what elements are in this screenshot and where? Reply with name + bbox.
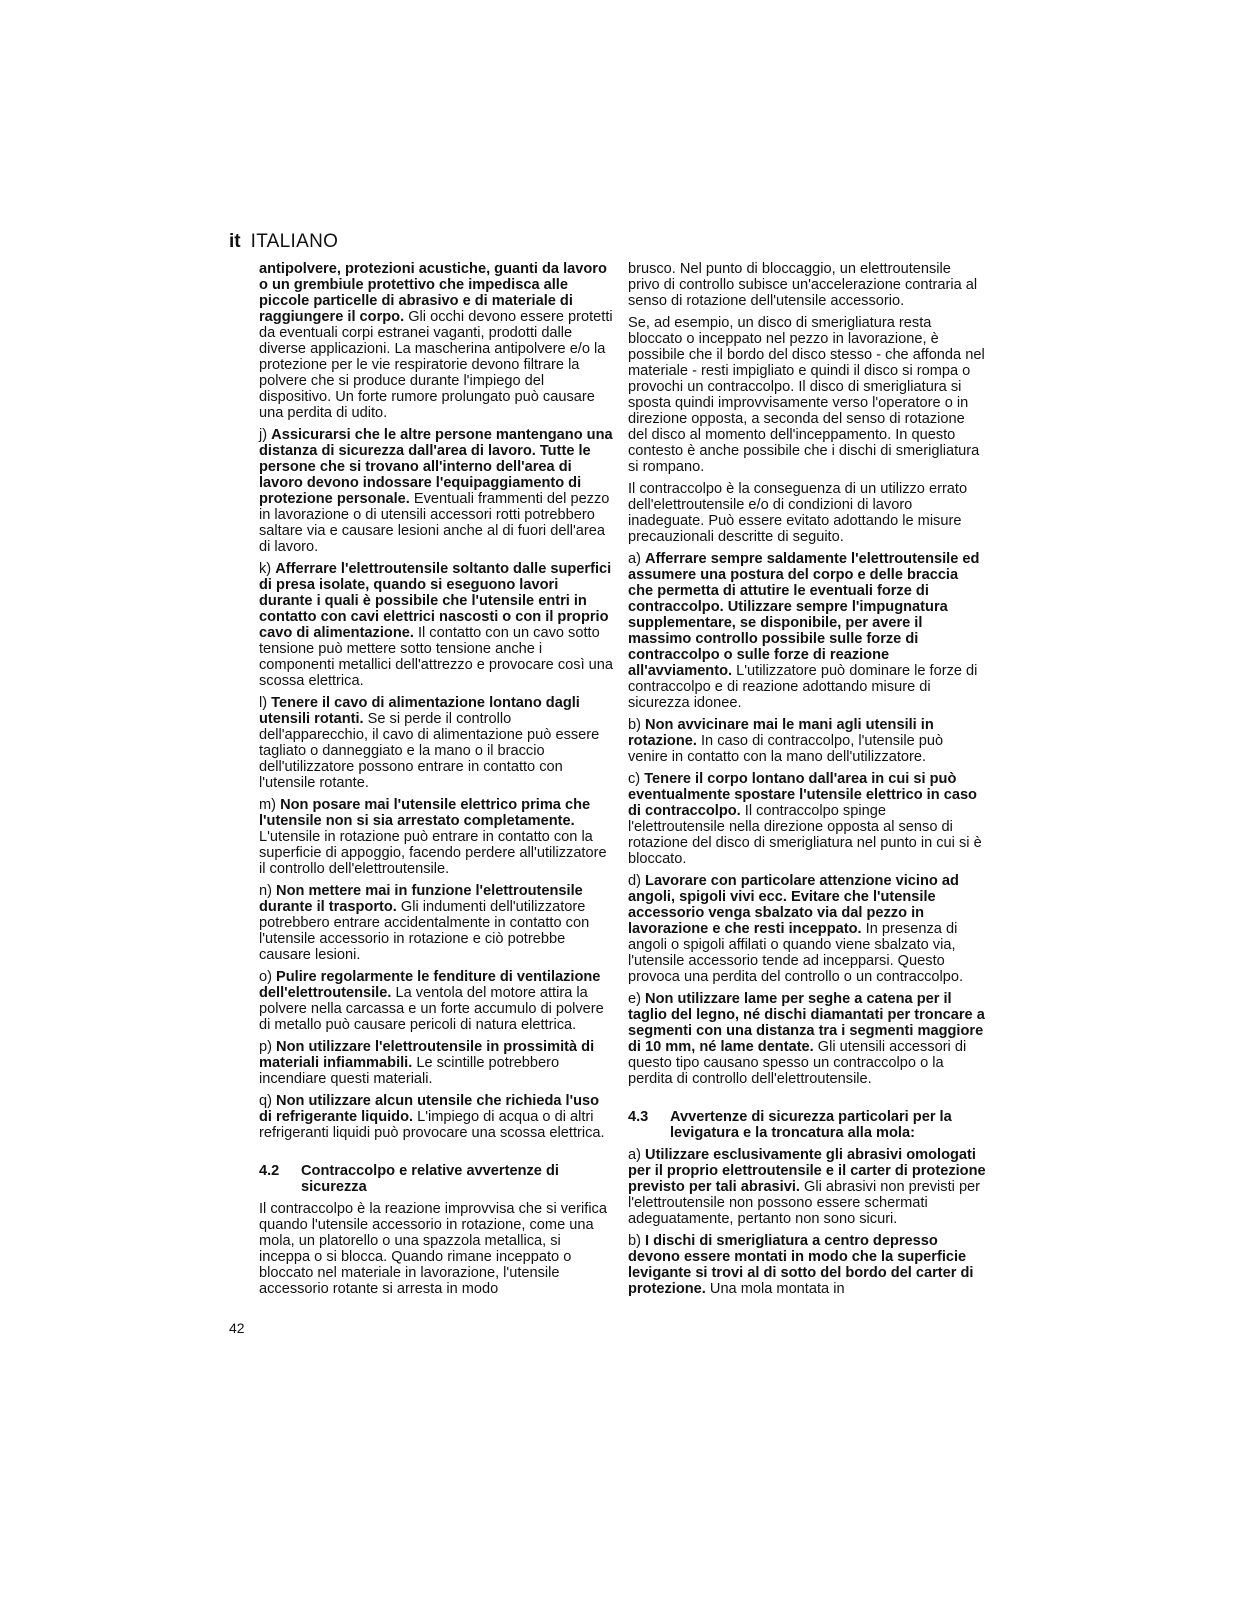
section-title: Avvertenze di sicurezza particolari per la levigatura e la troncatura alla mola:	[670, 1109, 952, 1141]
explanation-text: Le scintille potrebbero incendiare questi materiali.	[259, 1055, 560, 1087]
section-number: 4.3	[628, 1109, 649, 1125]
right-column	[628, 261, 986, 1303]
paragraph	[259, 1093, 615, 1141]
item-prefix: q)	[259, 1093, 277, 1109]
bold-instruction: Tenere il corpo lontano dall'area in cui si può eventualmente spostare l'utensile elettrico in caso di contraccolpo.	[628, 771, 977, 819]
paragraph	[259, 797, 615, 877]
section-title: Contraccolpo e relative avvertenze di sicurezza	[301, 1163, 559, 1195]
explanation-text: Il contraccolpo spinge l'elettroutensile nella direzione opposta al senso di rotazione del disco di smerigliatura nel punto in cui si è bloccato.	[628, 803, 982, 867]
paragraph	[259, 1039, 615, 1087]
explanation-text: brusco. Nel punto di bloccaggio, un elettroutensile privo di controllo subisce un'accelerazione contraria al senso di rotazione dell'utensile accessorio.	[628, 261, 978, 309]
paragraph	[628, 873, 986, 985]
explanation-text: In presenza di angoli o spigoli affilati o quando viene sbalzato via, l'utensile accessorio tende ad incepparsi. Questo provoca una perdita del controllo o un contraccolpo.	[628, 921, 964, 985]
bold-instruction: Non utilizzare alcun utensile che richieda l'uso di refrigerante liquido.	[259, 1093, 600, 1125]
paragraph	[628, 551, 986, 711]
paragraph	[628, 717, 986, 765]
explanation-text: Gli indumenti dell'utilizzatore potrebbero entrare accidentalmente in contatto con l'utensile accessorio in rotazione e ciò potrebbe causare lesioni.	[259, 899, 590, 963]
bold-instruction: Non mettere mai in funzione l'elettroutensile durante il trasporto.	[259, 883, 583, 915]
explanation-text: Il contraccolpo è la reazione improvvisa che si verifica quando l'utensile accessorio in rotazione, come una mola, un platorello o una spazzola metallica, si inceppa o si blocca. Quando rimane inceppato o bloccato nel materiale in lavorazione, l'utensile accessorio rotante si arresta in modo	[259, 1201, 607, 1297]
paragraph	[259, 561, 615, 689]
section-number: 4.2	[259, 1163, 280, 1179]
page-header	[229, 231, 338, 257]
language-code: it	[229, 231, 241, 252]
paragraph	[628, 1233, 986, 1297]
paragraph	[259, 695, 615, 791]
paragraph	[628, 481, 986, 545]
paragraph	[628, 1147, 986, 1227]
item-prefix: l)	[259, 695, 272, 711]
item-prefix: b)	[628, 717, 646, 733]
item-prefix: j)	[259, 427, 272, 443]
paragraph	[628, 991, 986, 1087]
paragraph	[628, 261, 986, 309]
explanation-text: Eventuali frammenti del pezzo in lavorazione o di utensili accessori rotti potrebbero saltare via e causare lesioni anche al di fuori dell'area di lavoro.	[259, 491, 610, 555]
bold-instruction: Pulire regolarmente le fenditure di ventilazione dell'elettroutensile.	[259, 969, 601, 1001]
explanation-text: Il contraccolpo è la conseguenza di un utilizzo errato dell'elettroutensile e/o di condizioni di lavoro inadeguate. Può essere evitato adottando le misure precauzionali descritte di seguito.	[628, 481, 968, 545]
left-paragraphs-after	[259, 1201, 615, 1297]
item-prefix: a)	[628, 551, 646, 567]
paragraph	[259, 969, 615, 1033]
bold-instruction: Afferrare sempre saldamente l'elettroutensile ed assumere una postura del corpo e delle braccia che permetta di attutire le eventuali forze di contraccolpo. Utilizzare sempre l'impugnatura supplementare, se disponibile, per avere il massimo controllo possibile sulle forze di contraccolpo o sulle forze di reazione all'avviamento.	[628, 551, 980, 679]
explanation-text: Gli abrasivi non previsti per l'elettroutensile non possono essere schermati adeguatamente, pertanto non sono sicuri.	[628, 1179, 981, 1227]
explanation-text: L'utensile in rotazione può entrare in contatto con la superficie di appoggio, facendo perdere all'utilizzatore il controllo dell'elettroutensile.	[259, 829, 607, 877]
language-name: ITALIANO	[250, 231, 339, 252]
explanation-text: Una mola montata in	[705, 1281, 845, 1297]
bold-instruction: Lavorare con particolare attenzione vicino ad angoli, spigoli vivi ecc. Evitare che l'utensile accessorio venga sbalzato via dal pezzo in lavorazione e che resti inceppato.	[628, 873, 959, 937]
bold-instruction: antipolvere, protezioni acustiche, guanti da lavoro o un grembiule protettivo che impedisca alle piccole particelle di abrasivo e di materiale di raggiungere il corpo.	[259, 261, 607, 325]
explanation-text: L'impiego di acqua o di altri refrigeranti liquidi può provocare una scossa elettrica.	[259, 1109, 605, 1141]
item-prefix: o)	[259, 969, 277, 985]
right-paragraphs-after	[628, 1147, 986, 1297]
item-prefix: a)	[628, 1147, 646, 1163]
item-prefix: m)	[259, 797, 281, 813]
right-paragraphs	[628, 261, 986, 1087]
explanation-text: Gli utensili accessori di questo tipo causano spesso un contraccolpo o la perdita di controllo dell'elettroutensile.	[628, 1039, 967, 1087]
paragraph	[628, 771, 986, 867]
explanation-text: In caso di contraccolpo, l'utensile può venire in contatto con la mano dell'utilizzatore.	[628, 733, 944, 765]
paragraph	[259, 1201, 615, 1297]
bold-instruction: Tenere il cavo di alimentazione lontano dagli utensili rotanti.	[259, 695, 580, 727]
paragraph	[628, 315, 986, 475]
section-heading-4-3	[628, 1109, 986, 1141]
section-heading-4-2	[259, 1163, 615, 1195]
page-number: 42	[229, 1320, 245, 1336]
bold-instruction: Utilizzare esclusivamente gli abrasivi omologati per il proprio elettroutensile e il carter di protezione previsto per tali abrasivi.	[628, 1147, 986, 1195]
bold-instruction: Non utilizzare lame per seghe a catena per il taglio del legno, né dischi diamantati per troncare a segmenti con una distanza tra i segmenti maggiore di 10 mm, né lame dentate.	[628, 991, 985, 1055]
bold-instruction: Assicurarsi che le altre persone mantengano una distanza di sicurezza dall'area di lavoro. Tutte le persone che si trovano all'interno dell'area di lavoro devono indossare l'equipaggiamento di protezione personale.	[259, 427, 613, 507]
explanation-text: Il contatto con un cavo sotto tensione può mettere sotto tensione anche i componenti metallici dell'attrezzo e provocare così una scossa elettrica.	[259, 625, 614, 689]
item-prefix: k)	[259, 561, 276, 577]
item-prefix: b)	[628, 1233, 646, 1249]
explanation-text: L'utilizzatore può dominare le forze di contraccolpo e di reazione adottando misure di sicurezza idonee.	[628, 663, 978, 711]
paragraph	[259, 427, 615, 555]
explanation-text: Gli occhi devono essere protetti da eventuali corpi estranei vaganti, prodotti dalle diverse applicazioni. La mascherina antipolvere e/o la protezione per le vie respiratorie devono filtrare la polvere che si produce durante l'impiego del dispositivo. Un forte rumore prolungato può causare una perdita di udito.	[259, 309, 613, 421]
bold-instruction: Afferrare l'elettroutensile soltanto dalle superfici di presa isolate, quando si eseguono lavori durante i quali è possibile che l'utensile entri in contatto con cavi elettrici nascosti o con il proprio cavo di alimentazione.	[259, 561, 612, 641]
bold-instruction: Non posare mai l'utensile elettrico prima che l'utensile non si sia arrestato completamente.	[259, 797, 591, 829]
left-paragraphs	[259, 261, 615, 1141]
left-column	[259, 261, 615, 1303]
item-prefix: d)	[628, 873, 646, 889]
bold-instruction: I dischi di smerigliatura a centro depresso devono essere montati in modo che la superficie levigante si trovi al di sotto del bordo del carter di protezione.	[628, 1233, 974, 1297]
item-prefix: e)	[628, 991, 646, 1007]
explanation-text: Se si perde il controllo dell'apparecchio, il cavo di alimentazione può essere tagliato o danneggiato e la mano o il braccio dell'utilizzatore possono entrare in contatto con l'utensile rotante.	[259, 711, 600, 791]
explanation-text: La ventola del motore attira la polvere nella carcassa e un forte accumulo di polvere di metallo può causare pericoli di natura elettrica.	[259, 985, 604, 1033]
bold-instruction: Non utilizzare l'elettroutensile in prossimità di materiali infiammabili.	[259, 1039, 595, 1071]
item-prefix: n)	[259, 883, 277, 899]
bold-instruction: Non avvicinare mai le mani agli utensili in rotazione.	[628, 717, 934, 749]
item-prefix: p)	[259, 1039, 277, 1055]
explanation-text: Se, ad esempio, un disco di smerigliatura resta bloccato o inceppato nel pezzo in lavorazione, è possibile che il bordo del disco stesso - che affonda nel materiale - resti impigliato e quindi il disco si rompa o provochi un contraccolpo. Il disco di smerigliatura si sposta quindi improvvisamente verso l'operatore o in direzione opposta, a seconda del senso di rotazione del disco al momento dell'inceppamento. In questo contesto è anche possibile che i dischi di smerigliatura si rompano.	[628, 315, 985, 475]
item-prefix: c)	[628, 771, 645, 787]
paragraph	[259, 883, 615, 963]
paragraph	[259, 261, 615, 421]
